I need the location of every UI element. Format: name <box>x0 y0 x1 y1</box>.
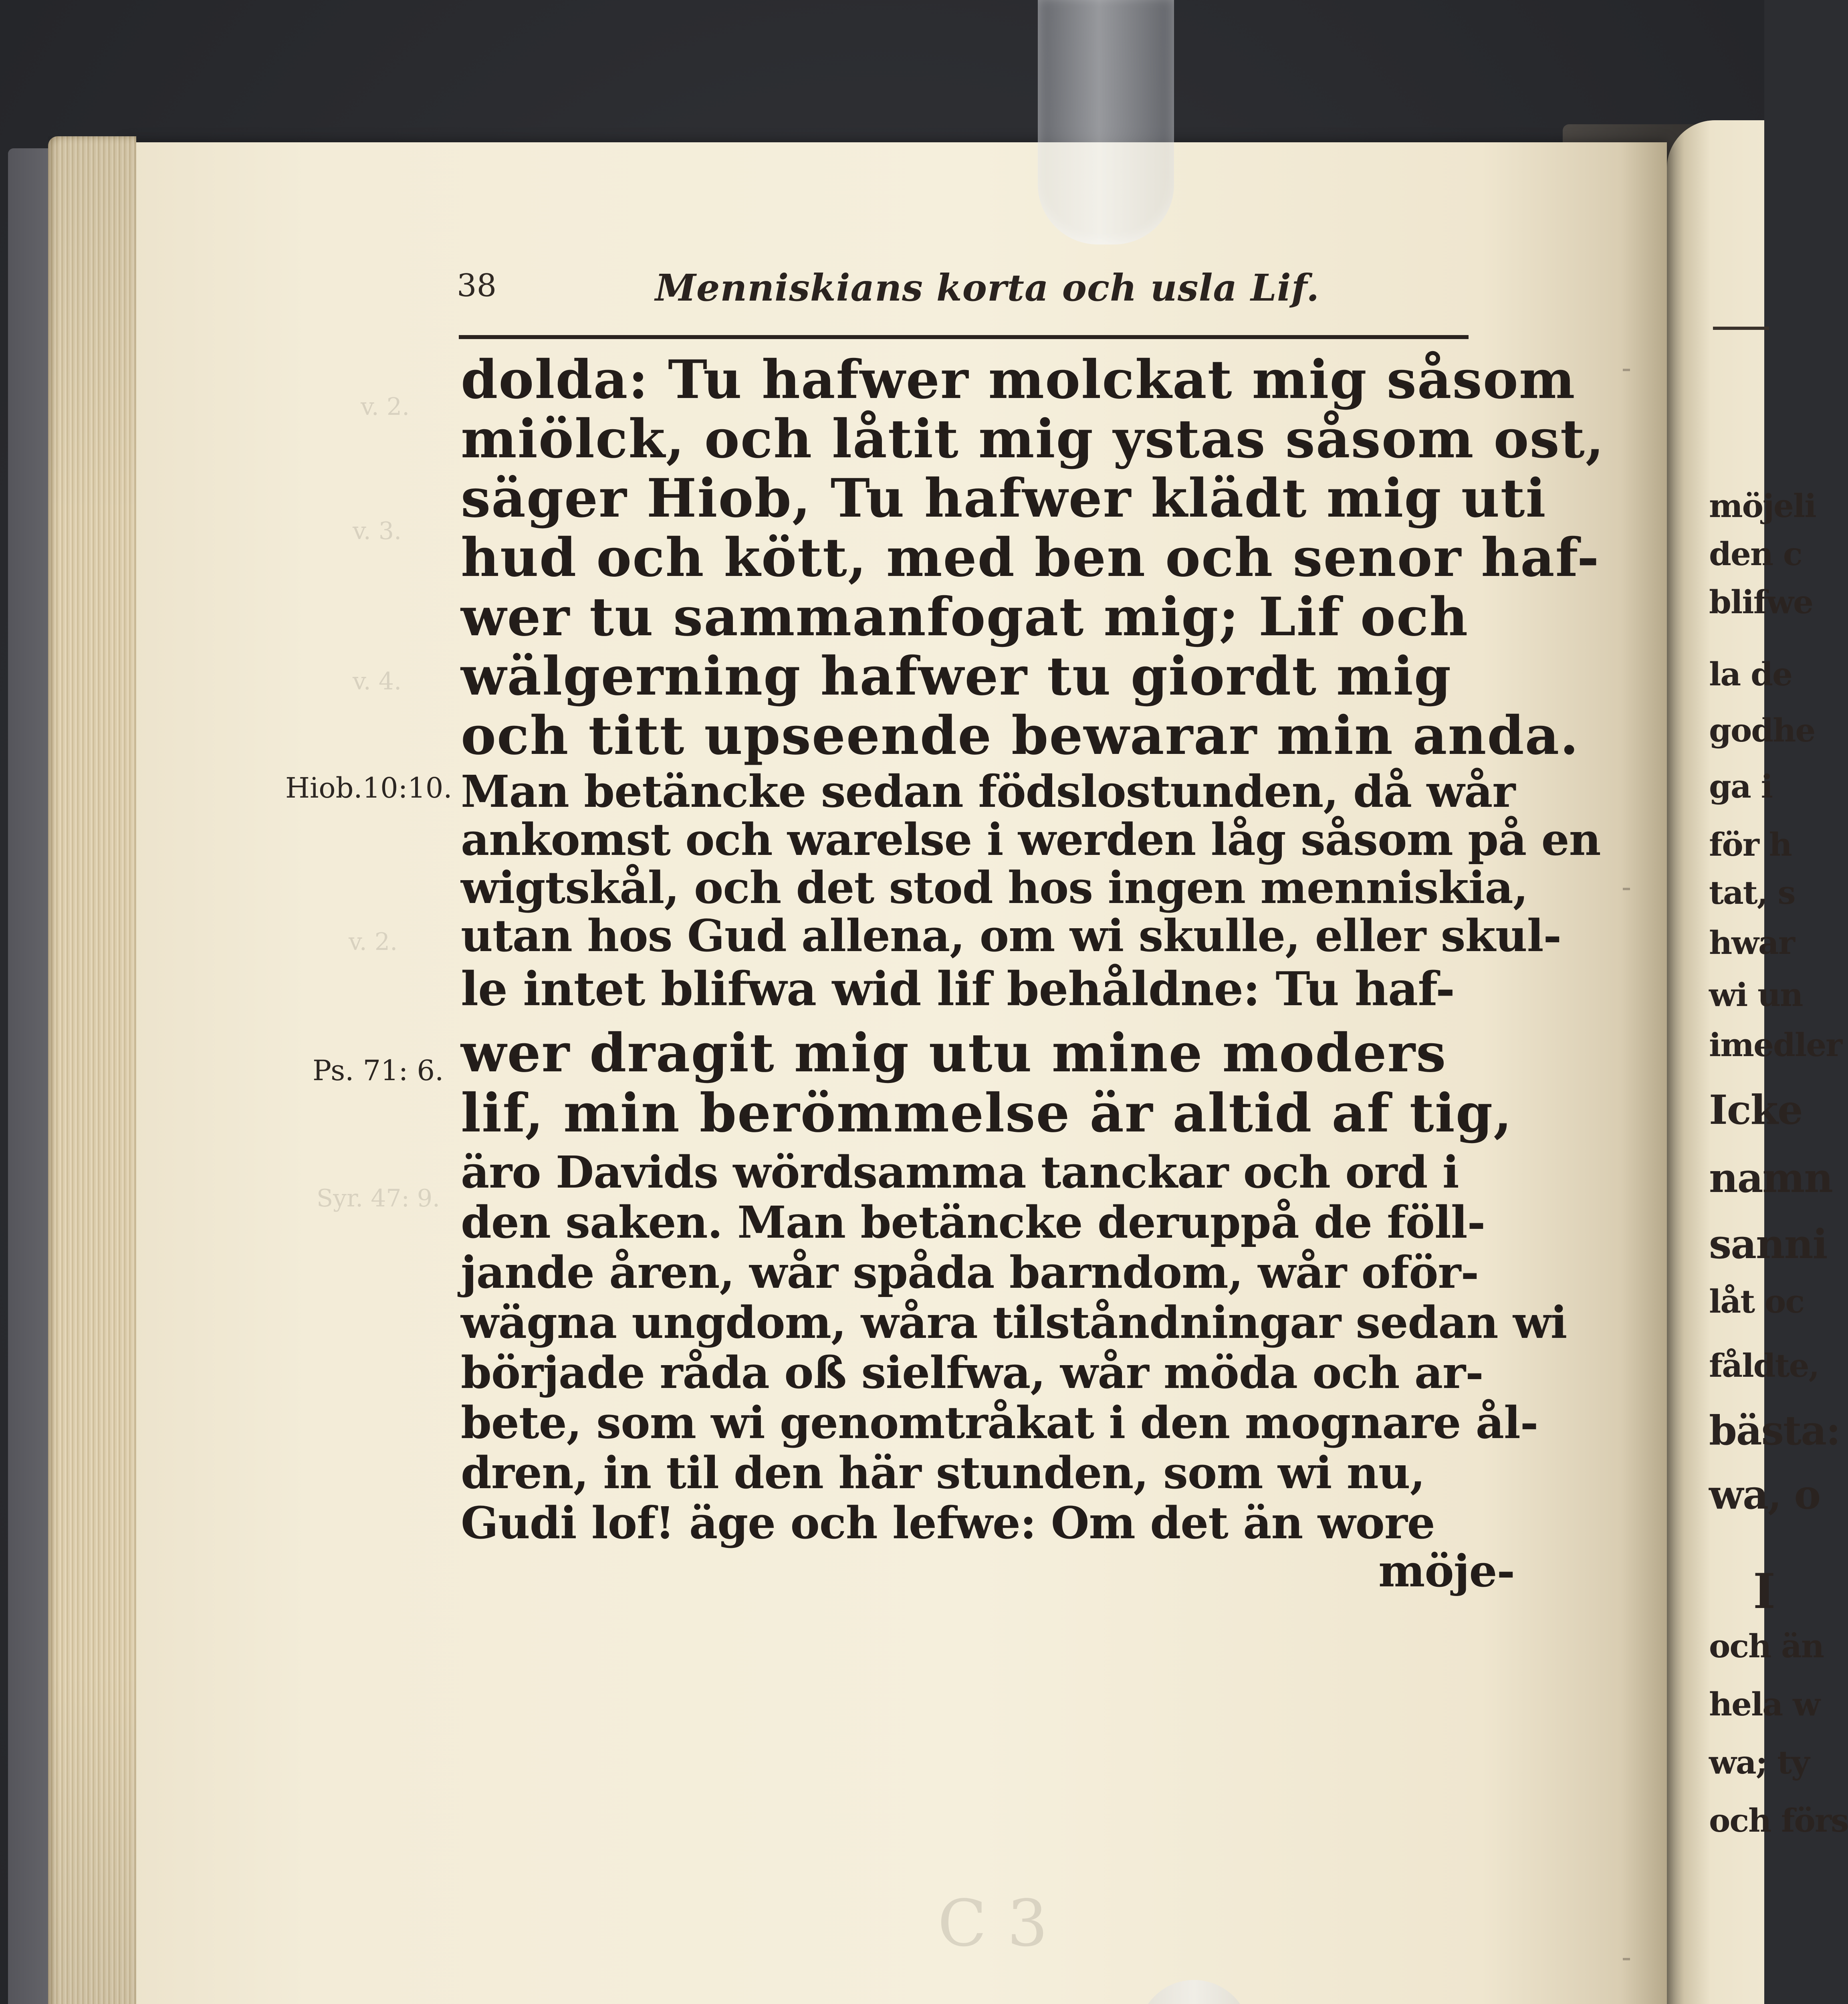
facing-fragment: blifwe <box>1709 583 1813 621</box>
text-line: säger Hiob, Tu hafwer klädt mig uti <box>461 467 1547 529</box>
facing-fragment: sanni <box>1709 1220 1827 1268</box>
facing-fragment: den c <box>1709 535 1802 573</box>
running-title: Menniskians korta och usla Lif. <box>655 266 1320 309</box>
header-rule <box>459 335 1469 339</box>
facing-fragment: hwar <box>1709 924 1795 962</box>
text-line: lif, min berömmelse är altid af tig, <box>461 1082 1513 1144</box>
text-line: le intet blifwa wid lif behåldne: Tu haf- <box>461 962 1455 1016</box>
facing-fragment: ga i <box>1709 768 1773 805</box>
text-line: äro Davids wördsamma tanckar och ord i <box>461 1146 1459 1198</box>
page-number: 38 <box>457 268 497 304</box>
facing-fragment: möjeli <box>1709 487 1816 525</box>
page-stack-edge <box>48 136 136 2004</box>
page-mark <box>1623 888 1630 890</box>
text-line: wer tu sammanfogat mig; Lif och <box>461 586 1469 648</box>
facing-fragment: fåldte, <box>1709 1347 1819 1384</box>
margin-note-psalm: Ps. 71: 6. <box>313 1054 444 1087</box>
facing-fragment: wa, o <box>1709 1471 1820 1518</box>
margin-note-hiob: Hiob.10:10. <box>285 772 452 804</box>
show-through-note: v. 4. <box>353 667 402 695</box>
text-line: ankomst och warelse i werden låg såsom på en <box>461 814 1601 865</box>
text-line: hud och kött, med ben och senor haf- <box>461 527 1600 589</box>
facing-fragment: låt oc <box>1709 1283 1804 1320</box>
text-line: började råda oß sielfwa, wår möda och ar- <box>461 1347 1483 1398</box>
text-line: jande åren, wår spåda barndom, wår oför- <box>461 1246 1479 1298</box>
facing-fragment: la de <box>1709 655 1792 693</box>
facing-fragment: bästa: <box>1709 1407 1840 1454</box>
facing-fragment: och förs <box>1709 1802 1848 1839</box>
facing-fragment: för h <box>1709 826 1792 863</box>
facing-page <box>1667 120 1848 2004</box>
text-line: den saken. Man betäncke deruppå de föll- <box>461 1196 1485 1248</box>
facing-fragment: I <box>1753 1563 1775 1620</box>
text-line: wigtskål, och det stod hos ingen menniskia, <box>461 862 1528 913</box>
running-head <box>457 268 1459 312</box>
show-through-note: Syr. 47: 9. <box>317 1184 440 1212</box>
facing-fragment: godhe <box>1709 711 1815 749</box>
text-line: Man betäncke sedan födslostunden, då wår <box>461 766 1515 817</box>
facing-page-rule <box>1713 327 1769 330</box>
page-mark <box>1623 369 1630 371</box>
text-line: wer dragit mig utu mine moders <box>461 1022 1447 1084</box>
show-through-note: v. 2. <box>361 393 410 421</box>
show-through-note: v. 3. <box>353 517 402 545</box>
facing-fragment: hela w <box>1709 1685 1820 1723</box>
facing-fragment: wa; ty <box>1709 1743 1809 1781</box>
text-line: dren, in til den här stunden, som wi nu, <box>461 1447 1425 1499</box>
catchword: möje- <box>1378 1545 1515 1597</box>
facing-fragment: Icke <box>1709 1086 1802 1133</box>
facing-fragment: wi un <box>1709 976 1803 1014</box>
show-through-signature: C 3 <box>938 1886 1048 1961</box>
text-line: miölck, och låtit mig ystas såsom ost, <box>461 408 1605 470</box>
text-line: bete, som wi genomtråkat i den mognare ål- <box>461 1397 1538 1448</box>
text-line: och titt upseende bewarar min anda. <box>461 705 1580 767</box>
page-holder-clip-top <box>1038 0 1174 244</box>
facing-fragment: tat, s <box>1709 874 1795 911</box>
text-line: utan hos Gud allena, om wi skulle, eller skul- <box>461 910 1562 962</box>
page-mark <box>1623 1958 1630 1960</box>
text-line: wägna ungdom, wåra tilståndningar sedan wi <box>461 1297 1567 1348</box>
show-through-note: v. 2. <box>349 928 398 956</box>
facing-fragment: namn <box>1709 1154 1833 1202</box>
text-line: wälgerning hafwer tu giordt mig <box>461 645 1452 707</box>
text-line: Gudi lof! äge och lefwe: Om det än wore <box>461 1497 1435 1549</box>
facing-fragment: och än <box>1709 1627 1824 1665</box>
text-line: dolda: Tu hafwer molckat mig såsom <box>461 349 1576 411</box>
facing-fragment: imedler <box>1709 1026 1842 1064</box>
